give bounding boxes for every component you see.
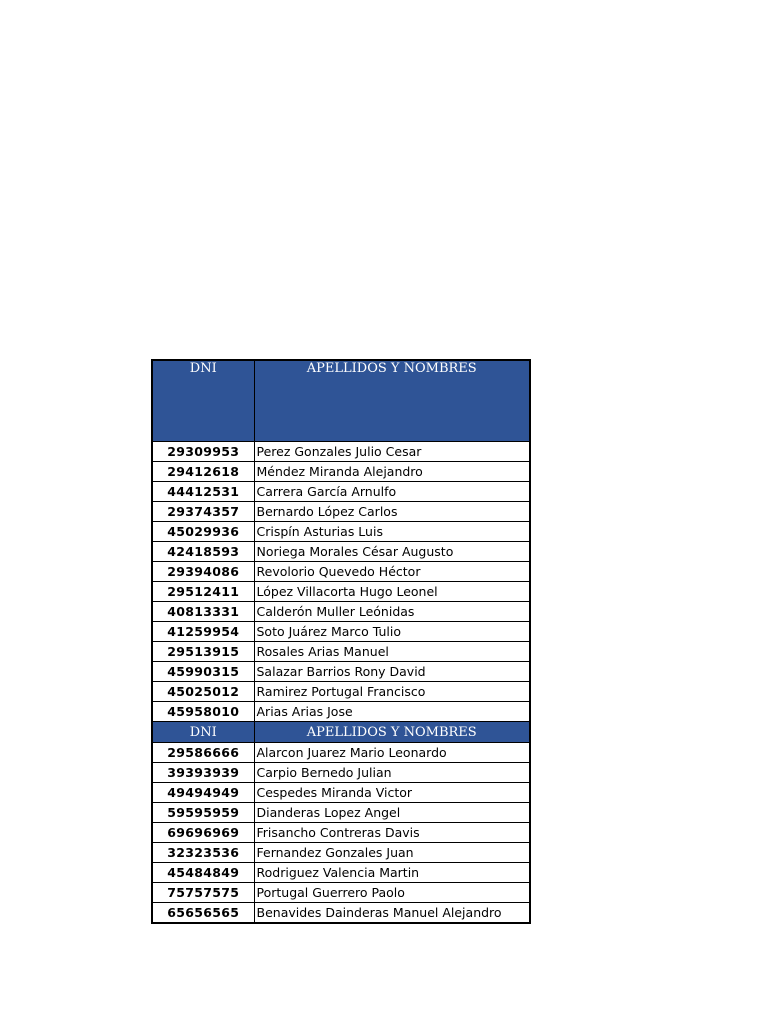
table-row bbox=[152, 702, 530, 722]
table-row bbox=[152, 883, 530, 903]
table-row bbox=[152, 482, 530, 502]
name-cell: Noriega Morales César Augusto bbox=[254, 542, 530, 562]
table-row bbox=[152, 823, 530, 843]
name-cell: Bernardo López Carlos bbox=[254, 502, 530, 522]
dni-cell: 59595959 bbox=[152, 803, 254, 823]
dni-cell: 29412618 bbox=[152, 462, 254, 482]
dni-cell: 29513915 bbox=[152, 642, 254, 662]
people-table-body bbox=[152, 360, 530, 923]
table-row bbox=[152, 743, 530, 763]
name-cell: Crispín Asturias Luis bbox=[254, 522, 530, 542]
dni-cell: 69696969 bbox=[152, 823, 254, 843]
table-row bbox=[152, 602, 530, 622]
dni-cell: 40813331 bbox=[152, 602, 254, 622]
dni-cell: 45990315 bbox=[152, 662, 254, 682]
name-cell: Portugal Guerrero Paolo bbox=[254, 883, 530, 903]
table-row bbox=[152, 903, 530, 924]
table-header-row bbox=[152, 360, 530, 442]
dni-cell: 29512411 bbox=[152, 582, 254, 602]
table-row bbox=[152, 542, 530, 562]
people-table bbox=[151, 359, 531, 924]
dni-cell: 39393939 bbox=[152, 763, 254, 783]
dni-cell: 44412531 bbox=[152, 482, 254, 502]
dni-cell: 29374357 bbox=[152, 502, 254, 522]
name-cell: Rodriguez Valencia Martin bbox=[254, 863, 530, 883]
name-cell: Frisancho Contreras Davis bbox=[254, 823, 530, 843]
name-cell: Soto Juárez Marco Tulio bbox=[254, 622, 530, 642]
table-row bbox=[152, 843, 530, 863]
dni-cell: 45029936 bbox=[152, 522, 254, 542]
dni-cell: 65656565 bbox=[152, 903, 254, 924]
table-subheader-row bbox=[152, 722, 530, 743]
name-cell: Ramirez Portugal Francisco bbox=[254, 682, 530, 702]
table-row bbox=[152, 502, 530, 522]
table-row bbox=[152, 442, 530, 462]
table-row bbox=[152, 562, 530, 582]
dni-cell: 29394086 bbox=[152, 562, 254, 582]
table-row bbox=[152, 662, 530, 682]
dni-cell: 29309953 bbox=[152, 442, 254, 462]
name-cell: Perez Gonzales Julio Cesar bbox=[254, 442, 530, 462]
table-row bbox=[152, 863, 530, 883]
dni-cell: 45958010 bbox=[152, 702, 254, 722]
name-cell: Benavides Dainderas Manuel Alejandro bbox=[254, 903, 530, 924]
dni-cell: 32323536 bbox=[152, 843, 254, 863]
name-cell: Calderón Muller Leónidas bbox=[254, 602, 530, 622]
name-cell: Arias Arias Jose bbox=[254, 702, 530, 722]
name-cell: López Villacorta Hugo Leonel bbox=[254, 582, 530, 602]
name-cell: Salazar Barrios Rony David bbox=[254, 662, 530, 682]
dni-cell: 42418593 bbox=[152, 542, 254, 562]
dni-cell: 45025012 bbox=[152, 682, 254, 702]
dni-cell: 75757575 bbox=[152, 883, 254, 903]
name-column-subheader: APELLIDOS Y NOMBRES bbox=[254, 722, 530, 743]
dni-column-subheader: DNI bbox=[152, 722, 254, 743]
name-column-header: APELLIDOS Y NOMBRES bbox=[254, 360, 530, 442]
table-row bbox=[152, 622, 530, 642]
dni-cell: 45484849 bbox=[152, 863, 254, 883]
dni-cell: 49494949 bbox=[152, 783, 254, 803]
name-cell: Méndez Miranda Alejandro bbox=[254, 462, 530, 482]
table-row bbox=[152, 783, 530, 803]
table-row bbox=[152, 642, 530, 662]
name-cell: Revolorio Quevedo Héctor bbox=[254, 562, 530, 582]
dni-cell: 41259954 bbox=[152, 622, 254, 642]
table-row bbox=[152, 763, 530, 783]
table-row bbox=[152, 582, 530, 602]
name-cell: Alarcon Juarez Mario Leonardo bbox=[254, 743, 530, 763]
dni-column-header: DNI bbox=[152, 360, 254, 442]
name-cell: Carpio Bernedo Julian bbox=[254, 763, 530, 783]
name-cell: Cespedes Miranda Victor bbox=[254, 783, 530, 803]
name-cell: Dianderas Lopez Angel bbox=[254, 803, 530, 823]
table-row bbox=[152, 522, 530, 542]
table-row bbox=[152, 682, 530, 702]
dni-cell: 29586666 bbox=[152, 743, 254, 763]
table-row bbox=[152, 462, 530, 482]
table-row bbox=[152, 803, 530, 823]
name-cell: Fernandez Gonzales Juan bbox=[254, 843, 530, 863]
name-cell: Rosales Arias Manuel bbox=[254, 642, 530, 662]
name-cell: Carrera García Arnulfo bbox=[254, 482, 530, 502]
